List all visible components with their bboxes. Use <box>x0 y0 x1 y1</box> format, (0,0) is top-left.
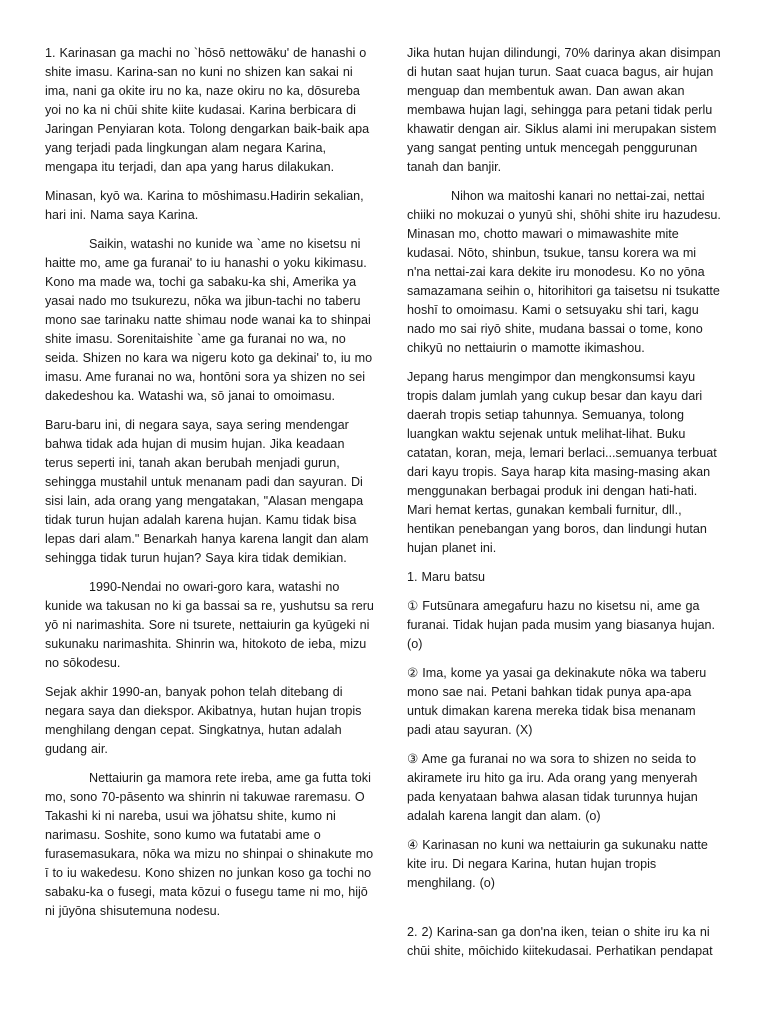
question-prompt: 2. 2) Karina-san ga don'na iken, teian o shite iru ka ni chūi shite, mōichido kiitekudasai. Perhatikan pendapat <box>407 925 713 958</box>
paragraph: Minasan, kyō wa. Karina to mōshimasu.Hadirin sekalian, hari ini. Nama saya Karina. <box>45 189 364 222</box>
paragraph: 1. Karinasan ga machi no `hōsō nettowāku' de hanashi o shite imasu. Karina-san no kuni no shizen kan sakai ni ima, nani ga okite iru no ka, naze okiru no ka, dōsureba yoi no ka ni chūi shite kiite kudasai. Karina berbicara di Jaringan Penyiaran kota. Tolong dengarkan baik-baik apa yang terjadi pada lingkungan alam negara Karina, mengapa itu terjadi, dan apa yang harus dilakukan. <box>45 46 370 174</box>
paragraph: Sejak akhir 1990-an, banyak pohon telah ditebang di negara saya dan diekspor. Akibatnya, hutan hujan tropis menghilang dengan cepat. Singkatnya, hutan adalah gudang air. <box>45 685 362 756</box>
paragraph: 1990-Nendai no owari-goro kara, watashi no kunide wa takusan no ki ga bassai sa re, yushutsu sa reru yō ni narimashita. Sore ni tsurete, nettaiurin ga kyūgeki ni sukunaku narimashita. Shinrin wa, hitokoto de ieba, mizu no sōkodesu. <box>45 580 374 670</box>
paragraph: Jepang harus mengimpor dan mengkonsumsi kayu tropis dalam jumlah yang cukup besar dan kayu dari daerah tropis setiap tahunnya. Semuanya, tolong luangkan waktu sejenak untuk melihat-lihat. Buku catatan, koran, meja, lemari berlaci...semuanya terbuat dari kayu tropis. Saya harap kita masing-masing akan menggunakan berbagai produk ini dengan hati-hati. Mari hemat kertas, gunakan kembali furnitur, dll., hentikan penebangan yang boros, dan lindungi hutan hujan planet ini. <box>407 370 717 555</box>
section-heading: 1. Maru batsu <box>407 570 486 584</box>
right-column <box>407 44 723 1024</box>
quiz-item: ② Ima, kome ya yasai ga dekinakute nōka wa taberu mono sae nai. Petani bahkan tidak punya apa-apa untuk dimakan karena mereka tidak bisa menanam padi atau sayuran. (X) <box>407 666 707 737</box>
quiz-item: ④ Karinasan no kuni wa nettaiurin ga sukunaku natte kite iru. Di negara Karina, hutan hujan tropis menghilang. (o) <box>407 838 708 890</box>
paragraph: Jika hutan hujan dilindungi, 70% darinya akan disimpan di hutan saat hujan turun. Saat cuaca bagus, air hujan menguap dan membentuk awan. Dan awan akan membawa hujan lagi, sehingga para petani tidak perlu khawatir dengan air. Siklus alami ini merupakan sistem yang sangat penting untuk mencegah penggurunan tanah dan banjir. <box>407 46 721 174</box>
paragraph: Baru-baru ini, di negara saya, saya sering mendengar bahwa tidak ada hujan di musim hujan. Jika keadaan terus seperti ini, tanah akan berubah menjadi gurun, sehingga mustahil untuk menanam padi dan sayuran. Di sisi lain, ada orang yang mengatakan, "Alasan mengapa tidak turun hujan adalah karena hujan. Kamu tidak bisa lepas dari alam." Benarkah hanya karena langit dan alam sehingga tidak turun hujan? Saya kira tidak demikian. <box>45 418 369 565</box>
paragraph: Saikin, watashi no kunide wa `ame no kisetsu ni haitte mo, ame ga furanai' to iu hanashi o yoku kikimasu. Kono ma made wa, tochi ga sabaku-ka shi, Amerika ya yasai nado mo tsukurezu, nōka wa jibun-tachi no taberu mono sae tarinaku natte shimau node wanai ka to shinpai shite imasu. Sorenitaishite `ame ga furanai no wa, no seida. Shizen no kara wa nigeru koto ga dekinai' to, iu mo imasu. Ame furanai no wa, hontōni sora ya shizen no sei dakedeshou ka. Watashi wa, sō janai to omoimasu. <box>45 237 373 403</box>
paragraph: Nettaiurin ga mamora rete ireba, ame ga futta toki mo, sono 70-pāsento wa shinrin ni takuwae raremasu. O Takashi ki ni nareba, usui wa jōhatsu shite, kumo ni narimasu. Soshite, sono kumo wa futatabi ame o furasemasukara, nōka wa mizu no shinpai o shinakute mo ī to iu wakedesu. Kono shizen no junkan koso ga tochi no sabaku-ka o fusegi, mata kōzui o fusegu tame ni mo, hijō ni jūyōna shisutemuna nodesu. <box>45 771 374 918</box>
left-column <box>45 44 375 1024</box>
quiz-item: ① Futsūnara amegafuru hazu no kisetsu ni, ame ga furanai. Tidak hujan pada musim yang biasanya hujan. (o) <box>407 599 716 651</box>
quiz-item: ③ Ame ga furanai no wa sora to shizen no seida to akiramete iru hito ga iru. Ada orang yang menyerah pada kenyataan bahwa alasan tidak turunnya hujan adalah karena langit dan alam. (o) <box>407 752 698 823</box>
paragraph: Nihon wa maitoshi kanari no nettai-zai, nettai chiiki no mokuzai o yunyū shi, shōhi shite iru hazudesu. Minasan mo, chotto mawari o mimawashite mite kudasai. Nōto, shinbun, tsukue, tansu korera wa mi n'na nettai-zai kara dekite iru monodesu. Ko no yōna samazamana seihin o, hitorihitori ga taisetsu ni tsukatte hoshī to omoimasu. Kami o setsuyaku shi tari, kagu nado mo sai riyō shite, mudana bassai o tome, kono chikyū no nettaiurin o mamotte ikimashou. <box>407 189 721 355</box>
